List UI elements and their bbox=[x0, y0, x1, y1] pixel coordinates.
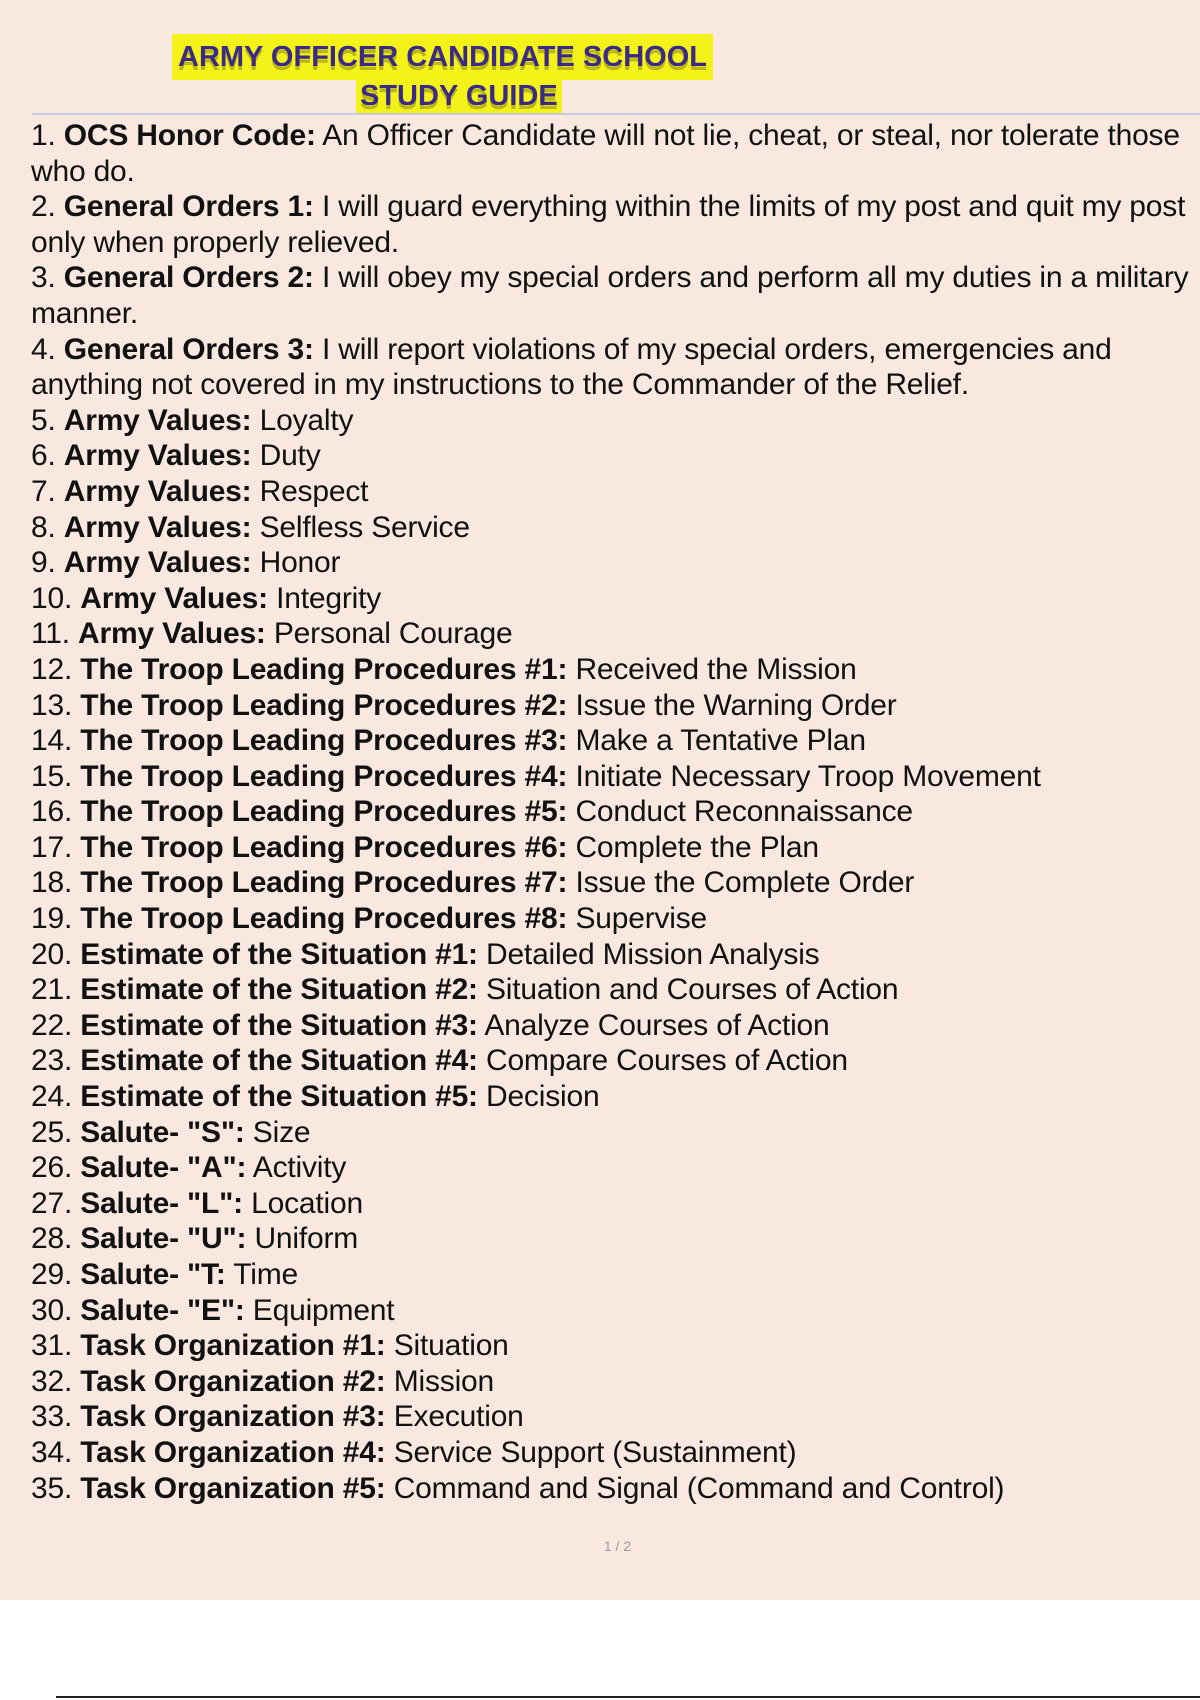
item-term: The Troop Leading Procedures #8: bbox=[80, 902, 568, 936]
item-number: 29. bbox=[31, 1258, 73, 1291]
list-item bbox=[31, 1293, 1196, 1329]
item-term: Task Organization #3: bbox=[80, 1400, 386, 1434]
list-item bbox=[31, 1328, 1196, 1364]
item-definition: Integrity bbox=[276, 581, 382, 615]
item-term: The Troop Leading Procedures #4: bbox=[80, 759, 568, 793]
item-definition: Selfless Service bbox=[259, 510, 470, 544]
item-number: 27. bbox=[31, 1186, 73, 1220]
item-definition: Uniform bbox=[254, 1222, 359, 1256]
item-term: The Troop Leading Procedures #6: bbox=[80, 830, 568, 864]
item-definition: Execution bbox=[393, 1400, 524, 1434]
bottom-divider bbox=[56, 1696, 1200, 1698]
item-term: Salute- "L": bbox=[80, 1186, 243, 1220]
item-number: 33. bbox=[31, 1400, 73, 1434]
item-term: The Troop Leading Procedures #5: bbox=[80, 795, 568, 829]
list-item bbox=[31, 1435, 1196, 1471]
item-definition: Supervise bbox=[575, 902, 708, 936]
item-number: 17. bbox=[31, 830, 73, 864]
item-definition: I will report violations of my special orders, emergencies and anything not covered in my instructions to the Commander of the Relief. bbox=[31, 332, 1112, 402]
list-item bbox=[31, 794, 1196, 830]
item-definition: Service Support (Sustainment) bbox=[393, 1435, 797, 1469]
item-definition: Decision bbox=[485, 1080, 600, 1114]
list-item bbox=[31, 545, 1196, 581]
item-definition: Time bbox=[233, 1258, 298, 1291]
page-title: ARMY OFFICER CANDIDATE SCHOOL bbox=[172, 34, 713, 80]
item-definition: Respect bbox=[259, 474, 369, 508]
item-number: 16. bbox=[31, 795, 73, 829]
list-item bbox=[31, 189, 1196, 260]
item-number: 11. bbox=[31, 617, 70, 651]
item-term: Army Values: bbox=[78, 617, 266, 651]
list-item bbox=[31, 510, 1196, 546]
item-number: 1. bbox=[31, 119, 56, 152]
item-term: The Troop Leading Procedures #3: bbox=[80, 724, 568, 758]
item-term: Army Values: bbox=[63, 546, 252, 580]
item-number: 9. bbox=[31, 546, 56, 580]
item-definition: Duty bbox=[259, 439, 321, 473]
item-number: 28. bbox=[31, 1222, 73, 1256]
item-number: 26. bbox=[31, 1151, 73, 1185]
item-number: 14. bbox=[31, 724, 73, 758]
item-term: Task Organization #1: bbox=[80, 1329, 386, 1363]
item-term: General Orders 1: bbox=[63, 190, 314, 224]
item-definition: I will guard everything within the limits of my post and quit my post only when properly relieved. bbox=[31, 190, 1186, 259]
item-definition: Received the Mission bbox=[575, 652, 857, 686]
item-number: 10. bbox=[31, 581, 73, 615]
item-number: 20. bbox=[31, 937, 73, 971]
item-term: Task Organization #4: bbox=[80, 1435, 386, 1469]
item-number: 34. bbox=[31, 1435, 73, 1469]
item-number: 21. bbox=[31, 973, 73, 1007]
item-term: Estimate of the Situation #1: bbox=[80, 937, 478, 971]
item-number: 13. bbox=[31, 688, 73, 722]
list-item bbox=[31, 1150, 1196, 1186]
list-item bbox=[31, 830, 1196, 866]
item-number: 4. bbox=[31, 332, 56, 366]
item-term: Army Values: bbox=[63, 403, 252, 437]
item-number: 2. bbox=[31, 190, 56, 224]
item-term: Task Organization #2: bbox=[80, 1364, 386, 1398]
item-definition: Size bbox=[252, 1115, 311, 1149]
item-definition: Detailed Mission Analysis bbox=[485, 937, 820, 971]
item-term: The Troop Leading Procedures #1: bbox=[80, 652, 568, 686]
item-number: 25. bbox=[31, 1115, 73, 1149]
item-number: 19. bbox=[31, 902, 73, 936]
item-number: 8. bbox=[31, 510, 56, 544]
list-item bbox=[31, 474, 1196, 510]
item-number: 31. bbox=[31, 1329, 73, 1363]
list-item bbox=[31, 616, 1196, 652]
list-item bbox=[31, 759, 1196, 795]
title-divider bbox=[32, 113, 1200, 115]
list-item bbox=[31, 1257, 1196, 1293]
list-item bbox=[31, 1079, 1196, 1115]
list-item bbox=[31, 972, 1196, 1008]
item-term: Salute- "E": bbox=[80, 1293, 245, 1327]
item-definition: I will obey my special orders and perform all my duties in a military manner. bbox=[31, 261, 1189, 330]
item-number: 22. bbox=[31, 1008, 73, 1042]
item-term: Task Organization #5: bbox=[80, 1471, 386, 1505]
page-subtitle: STUDY GUIDE bbox=[356, 78, 562, 114]
item-term: Salute- "T: bbox=[80, 1258, 226, 1291]
item-term: Army Values: bbox=[80, 581, 268, 615]
list-item bbox=[31, 1115, 1196, 1151]
item-definition: Situation and Courses of Action bbox=[485, 973, 899, 1007]
list-item bbox=[31, 652, 1196, 688]
list-item bbox=[31, 937, 1196, 973]
list-item bbox=[31, 688, 1196, 724]
list-item bbox=[31, 1471, 1196, 1507]
study-item-list bbox=[31, 118, 1196, 1506]
item-number: 12. bbox=[31, 652, 73, 686]
list-item bbox=[31, 1043, 1196, 1079]
item-term: The Troop Leading Procedures #7: bbox=[80, 866, 568, 900]
list-item bbox=[31, 1186, 1196, 1222]
item-definition: An Officer Candidate will not lie, cheat, or steal, nor tolerate those who do. bbox=[31, 119, 1180, 188]
list-item bbox=[31, 260, 1196, 331]
item-term: General Orders 2: bbox=[63, 261, 314, 295]
item-term: Salute- "S": bbox=[80, 1115, 245, 1149]
item-definition: Initiate Necessary Troop Movement bbox=[575, 759, 1041, 793]
item-definition: Compare Courses of Action bbox=[485, 1044, 848, 1078]
item-number: 24. bbox=[31, 1080, 73, 1114]
item-term: General Orders 3: bbox=[63, 332, 314, 366]
list-item bbox=[31, 118, 1196, 189]
item-definition: Issue the Warning Order bbox=[575, 688, 897, 722]
list-item bbox=[31, 1221, 1196, 1257]
item-definition: Command and Signal (Command and Control) bbox=[393, 1471, 1005, 1505]
item-number: 3. bbox=[31, 261, 56, 295]
item-term: Estimate of the Situation #2: bbox=[80, 973, 478, 1007]
item-term: Estimate of the Situation #4: bbox=[80, 1044, 478, 1078]
item-term: Army Values: bbox=[63, 474, 252, 508]
item-term: Estimate of the Situation #3: bbox=[80, 1008, 478, 1042]
list-item bbox=[31, 1399, 1196, 1435]
item-definition: Equipment bbox=[252, 1293, 395, 1327]
item-definition: Analyze Courses of Action bbox=[484, 1008, 830, 1042]
item-definition: Mission bbox=[393, 1364, 495, 1398]
item-definition: Location bbox=[251, 1186, 363, 1220]
item-definition: Personal Courage bbox=[273, 617, 513, 651]
item-term: Salute- "U": bbox=[80, 1222, 247, 1256]
item-definition: Honor bbox=[259, 546, 341, 580]
list-item bbox=[31, 581, 1196, 617]
item-definition: Conduct Reconnaissance bbox=[575, 795, 913, 829]
item-number: 18. bbox=[31, 866, 73, 900]
item-number: 6. bbox=[31, 439, 56, 473]
list-item bbox=[31, 723, 1196, 759]
item-number: 5. bbox=[31, 403, 56, 437]
item-term: Salute- "A": bbox=[80, 1151, 247, 1185]
item-term: Estimate of the Situation #5: bbox=[80, 1080, 478, 1114]
item-term: OCS Honor Code: bbox=[63, 119, 316, 152]
item-number: 32. bbox=[31, 1364, 73, 1398]
list-item bbox=[31, 865, 1196, 901]
list-item bbox=[31, 1008, 1196, 1044]
item-term: Army Values: bbox=[63, 439, 252, 473]
list-item bbox=[31, 1364, 1196, 1400]
page-number: 1 / 2 bbox=[603, 1538, 632, 1554]
item-term: The Troop Leading Procedures #2: bbox=[80, 688, 568, 722]
list-item bbox=[31, 403, 1196, 439]
item-definition: Loyalty bbox=[259, 403, 354, 437]
item-definition: Situation bbox=[393, 1329, 509, 1363]
item-definition: Issue the Complete Order bbox=[575, 866, 915, 900]
item-number: 23. bbox=[31, 1044, 73, 1078]
item-number: 15. bbox=[31, 759, 73, 793]
list-item bbox=[31, 901, 1196, 937]
list-item bbox=[31, 438, 1196, 474]
item-definition: Make a Tentative Plan bbox=[575, 724, 866, 758]
item-definition: Activity bbox=[252, 1151, 347, 1185]
item-number: 30. bbox=[31, 1293, 73, 1327]
item-term: Army Values: bbox=[63, 510, 252, 544]
item-number: 7. bbox=[31, 474, 56, 508]
item-definition: Complete the Plan bbox=[575, 830, 819, 864]
list-item bbox=[31, 332, 1196, 403]
item-number: 35. bbox=[31, 1471, 73, 1505]
